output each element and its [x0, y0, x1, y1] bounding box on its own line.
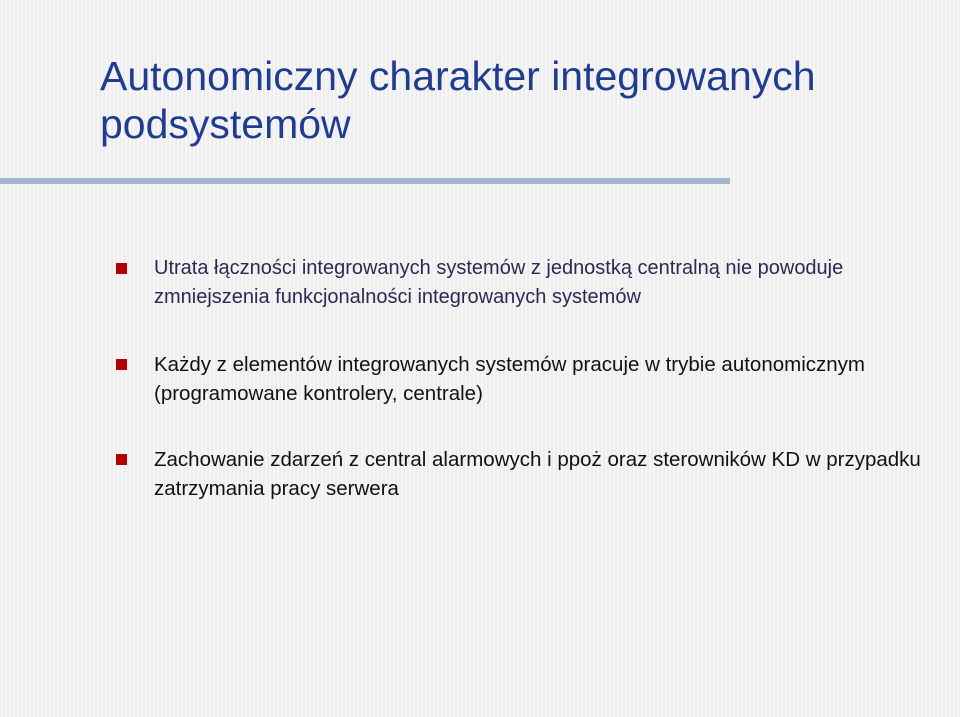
square-bullet-icon: [116, 359, 127, 370]
bullet-list: [116, 254, 946, 503]
bullet-item: [116, 254, 946, 312]
bullet-text: Każdy z elementów integrowanych systemów pracuje w trybie autonomicznym (programowane kontrolery, centrale): [154, 353, 865, 405]
bullet-text: Utrata łączności integrowanych systemów z jednostką centralną nie powoduje zmniejszenia funkcjonalności integrowanych systemów: [154, 257, 844, 308]
square-bullet-icon: [116, 454, 127, 465]
bullet-text: Zachowanie zdarzeń z central alarmowych i ppoż oraz sterowników KD w przypadku zatrzymania pracy serwera: [154, 448, 921, 500]
bullet-item: [116, 445, 946, 503]
title-underline: [0, 178, 730, 184]
bullet-item: [116, 350, 946, 408]
square-bullet-icon: [116, 263, 127, 274]
slide-title: Autonomiczny charakter integrowanych podsystemów: [100, 53, 816, 147]
